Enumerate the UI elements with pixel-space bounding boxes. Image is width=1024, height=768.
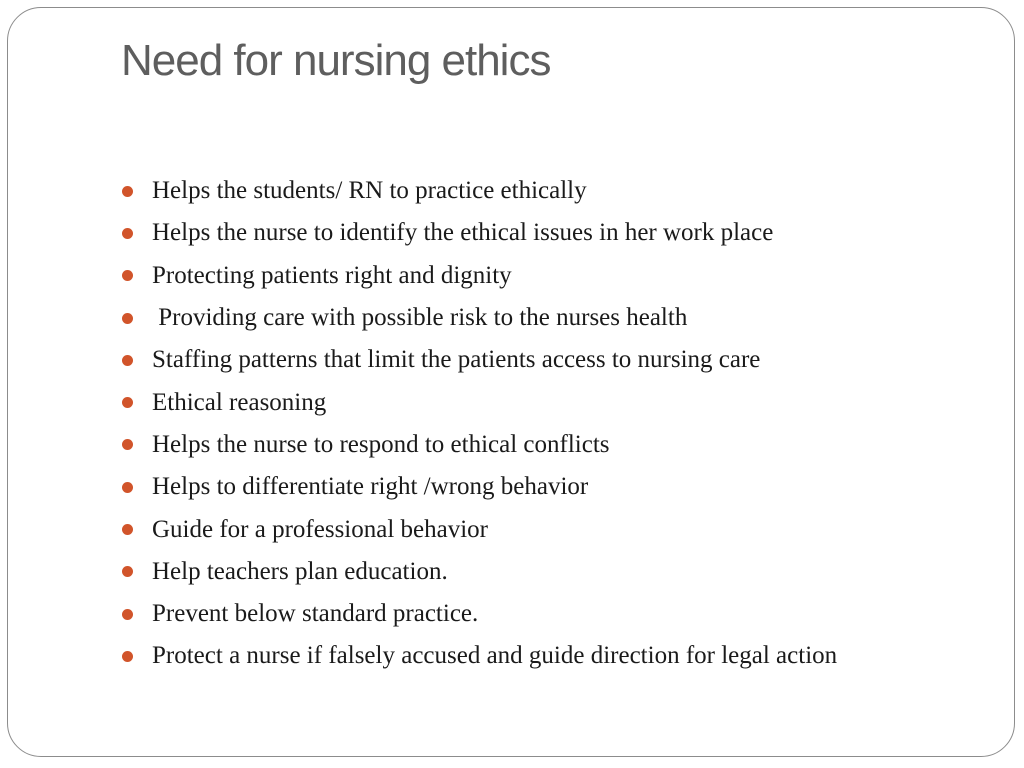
bullet-text: Helps the nurse to identify the ethical issues in her work place (152, 219, 774, 247)
slide-title: Need for nursing ethics (121, 36, 551, 85)
bullet-dot-icon (122, 186, 133, 197)
bullet-text: Prevent below standard practice. (152, 600, 479, 628)
bullet-dot-icon (122, 270, 133, 281)
bullet-dot-icon (122, 313, 133, 324)
bullet-dot-icon (122, 355, 133, 366)
bullet-text: Help teachers plan education. (152, 557, 448, 585)
bullet-text: Staffing patterns that limit the patients access to nursing care (152, 346, 761, 374)
bullet-text: Guide for a professional behavior (152, 515, 488, 543)
bullet-text: Providing care with possible risk to the nurses health (152, 304, 688, 332)
bullet-dot-icon (122, 566, 133, 577)
slide-frame (7, 7, 1015, 757)
bullet-text: Protect a nurse if falsely accused and guide direction for legal action (152, 642, 838, 670)
bullet-dot-icon (122, 524, 133, 535)
bullet-dot-icon (122, 439, 133, 450)
bullet-dot-icon (122, 397, 133, 408)
bullet-text: Helps to differentiate right /wrong behavior (152, 473, 589, 501)
bullet-dot-icon (122, 651, 133, 662)
bullet-dot-icon (122, 482, 133, 493)
bullet-text: Protecting patients right and dignity (152, 261, 512, 289)
bullet-dot-icon (122, 609, 133, 620)
bullet-text: Helps the nurse to respond to ethical conflicts (152, 430, 610, 458)
bullet-text: Ethical reasoning (152, 388, 327, 416)
bullet-text: Helps the students/ RN to practice ethically (152, 177, 587, 205)
bullet-dot-icon (122, 228, 133, 239)
